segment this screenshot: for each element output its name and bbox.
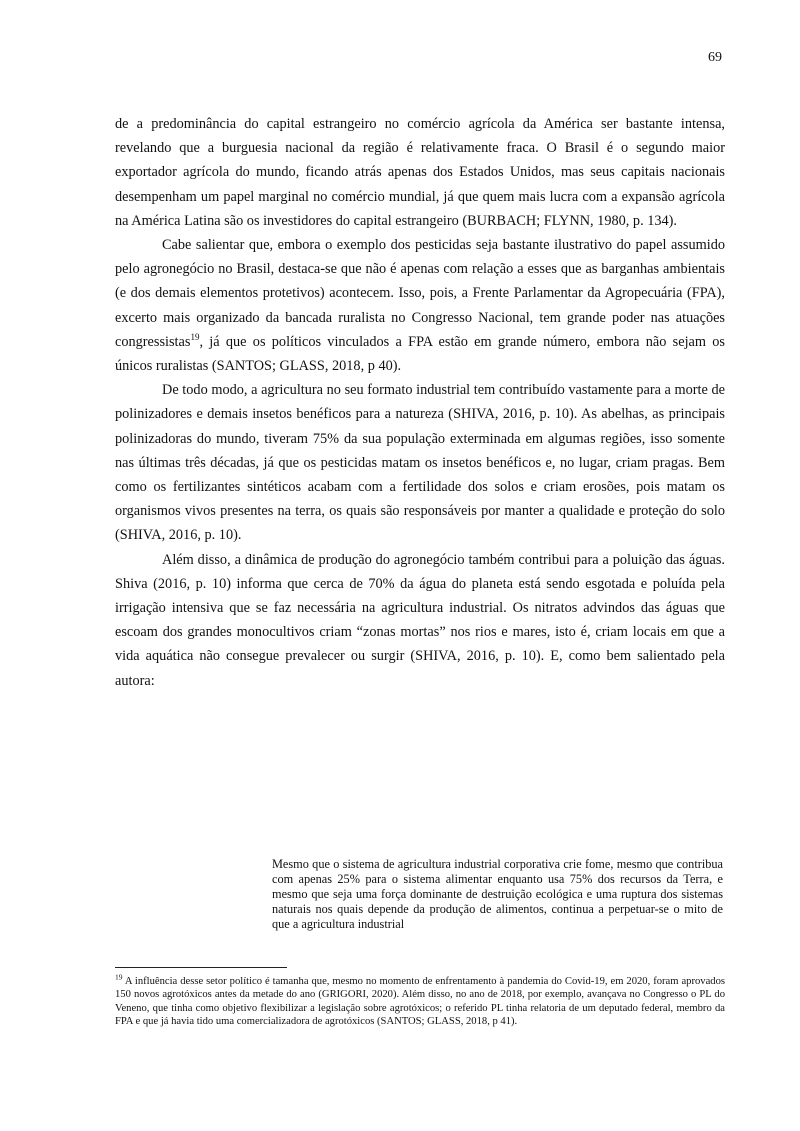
- paragraph-text: , já que os políticos vinculados a FPA estão em grande número, embora não sejam os únicos ruralistas (SANTOS; GLASS, 2018, p 40).: [115, 333, 725, 375]
- footnote-marker: 19: [115, 972, 123, 982]
- paragraph-text: Cabe salientar que, embora o exemplo dos pesticidas seja bastante ilustrativo do papel assumido pelo agronegócio no Brasil, destaca-se que não é apenas com relação a esses que as barganhas ambientais (e dos demais elementos protetivos) acontecem. Isso, pois, a Frente Parlamentar da Agropecuária (FPA), excerto mais organizado da bancada ruralista no Congresso Nacional, tem grande poder nas atuações congressistas: [115, 237, 725, 350]
- block-quote-text: Mesmo que o sistema de agricultura industrial corporativa crie fome, mesmo que contribua com apenas 25% para o sistema alimentar enquanto usa 75% dos recursos da Terra, e mesmo que seja uma força dominante de destruição ecológica e uma ruptura dos sistemas naturais nos quais depende da produção de alimentos, continua a perpetuar-se o mito de que a agricultura industrial: [272, 857, 723, 932]
- paragraph: Além disso, a dinâmica de produção do agronegócio também contribui para a poluição das águas. Shiva (2016, p. 10) informa que cerca de 70% da água do planeta está sendo esgotada e poluída pela irrigação intensiva que se faz necessária na agricultura industrial. Os nitratos advindos das águas que escoam dos grandes monocultivos criam “zonas mortas” nos rios e mares, isto é, criam locais em que a vida aquática não consegue prevalecer ou surgir (SHIVA, 2016, p. 10). E, como bem salientado pela autora:: [115, 551, 725, 689]
- footnote-reference[interactable]: 19: [190, 332, 200, 343]
- footnote: [115, 972, 725, 1028]
- paragraph: de a predominância do capital estrangeiro no comércio agrícola da América ser bastante intensa, revelando que a burguesia nacional da região é relativamente fraca. O Brasil é o segundo maior exportador agrícola do mundo, ficando atrás apenas dos Estados Unidos, mas seus capitais nacionais desempenham um papel marginal no comércio mundial, já que quem mais lucra com a expansão agrícola na América Latina são os investidores do capital estrangeiro (BURBACH; FLYNN, 1980, p. 134).: [115, 116, 725, 229]
- body-text: [115, 112, 725, 693]
- paragraph: De todo modo, a agricultura no seu formato industrial tem contribuído vastamente para a morte de polinizadores e demais insetos benéficos para a natureza (SHIVA, 2016, p. 10). As abelhas, as principais polinizadoras do mundo, tiveram 75% da sua população exterminada em algumas regiões, isso somente nas últimas três décadas, já que os pesticidas matam os insetos benéficos e, no lugar, criam pragas. Bem como os fertilizantes sintéticos acabam com a fertilidade dos solos e criam erosões, pois matam os organismos vivos presentes na terra, os quais são responsáveis por manter a qualidade e proteção do solo (SHIVA, 2016, p. 10).: [115, 382, 725, 544]
- page-number: 69: [708, 50, 722, 65]
- footnote-separator: [115, 967, 287, 968]
- block-quote: [272, 857, 723, 932]
- footnote-body: A influência desse setor político é tamanha que, mesmo no momento de enfrentamento à pandemia do Covid-19, em 2020, foram aprovados 150 novos agrotóxicos antes da metade do ano (GRIGORI, 2020). Além disso, no ano de 2018, por exemplo, avançava no Congresso o PL do Veneno, que tinha como objetivo flexibilizar a legislação sobre agrotóxicos; o referido PL tinha relatoria de um deputado federal, membro da FPA e que já havia tido uma comercializadora de agrotóxicos (SANTOS; GLASS, 2018, p 41).: [115, 976, 725, 1027]
- paragraph: [115, 233, 725, 378]
- footnote-text: [115, 972, 725, 1028]
